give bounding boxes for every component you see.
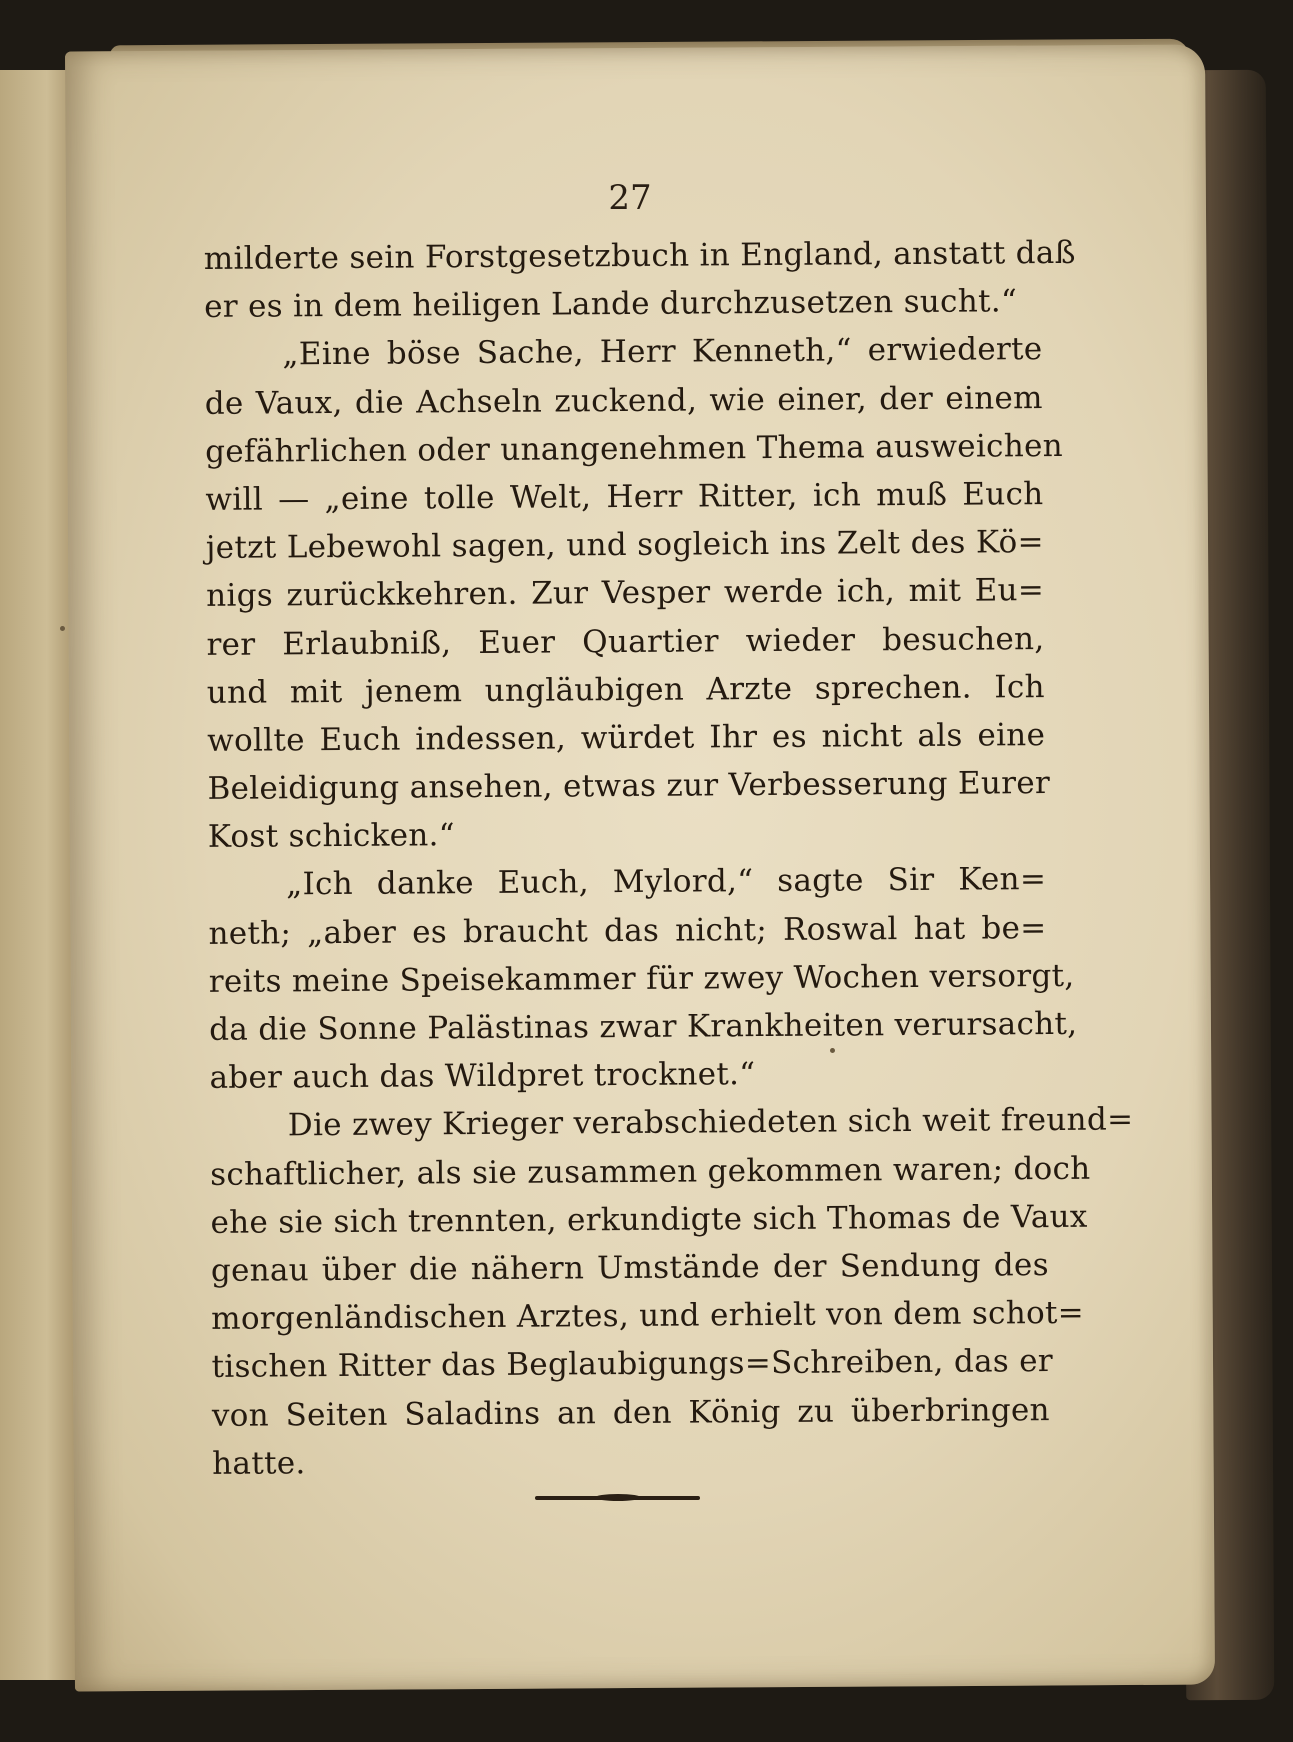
text-line: er es in dem heiligen Lande durchzusetzen sucht.“ [204,283,1018,326]
page-number: 27 [608,178,652,218]
text-line: aber auch das Wildpret trocknet.“ [209,1056,756,1097]
text-line: und mit jenem ungläubigen Arzte sprechen. Ich [206,668,1045,711]
text-line: ehe sie sich trennten, erkundigte sich Thomas de Vaux [210,1198,1088,1241]
text-line: „Ich danke Euch, Mylord,“ sagte Sir Ken= [286,861,1047,903]
text-line: hatte. [212,1444,306,1482]
text-line: neth; „aber es braucht das nicht; Roswal hat be= [208,909,1047,952]
body-text [203,229,1134,1488]
text-line: „Eine böse Sache, Herr Kenneth,“ erwiederte [282,331,1043,373]
page-speck [830,1048,835,1053]
text-line: will — „eine tolle Welt, Herr Ritter, ich muß Euch [205,476,1044,518]
text-line: da die Sonne Palästinas zwar Krankheiten verursacht, [209,1005,1078,1048]
text-line: wollte Euch indessen, würdet Ihr es nicht als eine [207,716,1046,759]
text-line: genau über die nähern Umstände der Sendung des [210,1247,1049,1289]
text-line: de Vaux, die Achseln zuckend, wie einer, der einem [204,379,1043,422]
text-line: Kost schicken.“ [207,817,455,856]
text-line: morgenländischen Arztes, und erhielt von dem schot= [211,1294,1085,1338]
text-line: nigs zurückkehren. Zur Vesper werde ich, mit Eu= [206,572,1045,615]
text-line: jetzt Lebewohl sagen, und sogleich ins Zelt des Kö= [205,524,1044,567]
text-line: reits meine Speisekammer für zwey Wochen versorgt, [208,957,1075,1000]
page-speck [60,626,65,631]
text-line: gefährlichen oder unangenehmen Thema ausweichen [205,427,1064,470]
text-line: milderte sein Forstgesetzbuch in England, anstatt daß [203,234,1076,277]
text-line: rer Erlaubniß, Euer Quartier wieder besuchen, [206,620,1045,663]
end-rule-ornament [535,1496,700,1500]
text-line: von Seiten Saladins an den König zu überbringen [211,1391,1050,1434]
text-line: Beleidigung ansehen, etwas zur Verbesserung Eurer [207,765,1051,807]
text-line: schaftlicher, als sie zusammen gekommen waren; doch [210,1150,1091,1193]
text-line: tischen Ritter das Beglaubigungs=Schreiben, das er [211,1343,1054,1386]
text-line: Die zwey Krieger verabschiedeten sich weit freund= [287,1101,1134,1144]
